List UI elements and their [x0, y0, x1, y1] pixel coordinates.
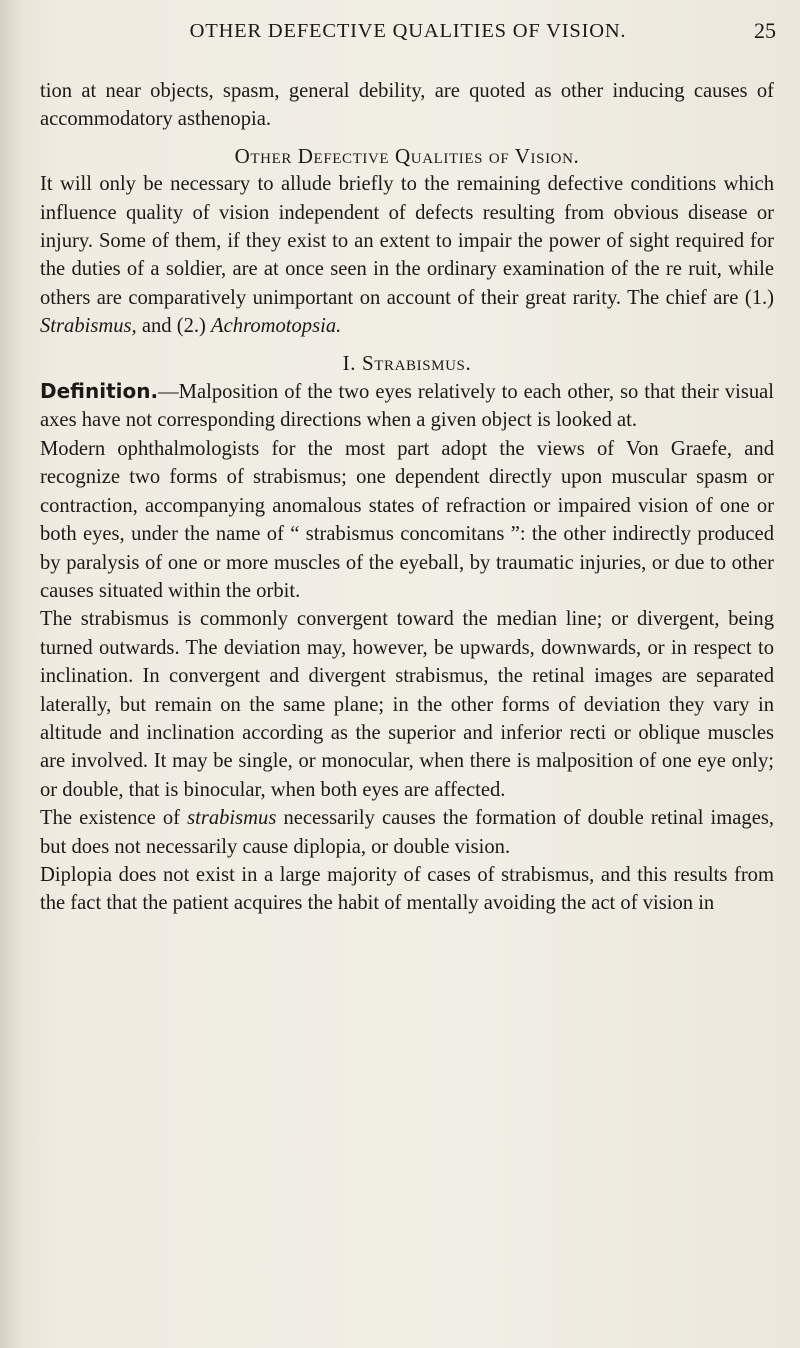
- scan-shadow: [0, 0, 22, 1348]
- subsection-heading: I. Strabismus.: [342, 350, 472, 375]
- term-achromotopsia: Achromotopsia.: [211, 315, 342, 338]
- term-strabismus-ital: strabismus: [187, 807, 277, 830]
- paragraph-diplopia: Diplopia does not exist in a large majority of cases of strabismus, and this results from the fact that the patient acquires the habit of mentally avoiding the act of vision in: [40, 863, 774, 915]
- intro-text: It will only be necessary to allude briefly to the remaining defective conditions which influence quality of vision independent of defects resulting from obvious disease or injury. Some of them, if they exist to an extent to impair the power of sight required for the duties of a soldier, are at once seen in the ordinary examination of the re ruit, while others are comparatively unimportant on account of their great rarity. The chief are (1.): [40, 173, 774, 309]
- definition-term: Definition.: [40, 379, 159, 404]
- paragraph-intro: [40, 170, 774, 340]
- existence-post: necessarily causes the formation of double retinal images, but does not necessarily cause diplopia, or double vision.: [40, 807, 774, 858]
- existence-pre: The existence of: [40, 807, 188, 830]
- term-strabismus: Strabismus,: [40, 315, 137, 338]
- definition-text: —Malposition of the two eyes relatively to each other, so that their visual axes have not corresponding directions when a given object is looked at.: [40, 381, 774, 432]
- paragraph-forms: Modern ophthalmologists for the most part adopt the views of Von Graefe, and recognize two forms of strabismus; one dependent directly upon muscular spasm or contraction, accompanying anomalous states of refraction or impaired vision of one or both eyes, under the name of “ strabismus concomitans ”: the other indirectly produced by paralysis of one or more muscles of the eyeball, by traumatic injuries, or due to other causes situated within the orbit.: [40, 437, 774, 602]
- page-number: 25: [754, 18, 776, 43]
- paragraph-continuation: tion at near objects, spasm, general debility, are quoted as other inducing causes of accommodatory asthenopia.: [40, 80, 774, 131]
- section-heading: Other Defective Qualities of Vision.: [234, 143, 580, 168]
- paragraph-definition: [40, 377, 774, 435]
- paragraph-deviation: The strabismus is commonly convergent toward the median line; or divergent, being turned outwards. The deviation may, however, be upwards, downwards, or in respect to inclination. In convergent and divergent strabismus, the retinal images are separated laterally, but remain on the same plane; in the other forms of deviation they vary in altitude and inclination according as the superior and inferior recti or oblique muscles are involved. It may be single, or monocular, when there is malposition of one eye only; or double, that is binocular, when both eyes are affected.: [40, 608, 774, 801]
- intro-joiner: and (2.): [136, 315, 212, 338]
- running-title: OTHER DEFECTIVE QUALITIES OF VISION.: [189, 20, 627, 42]
- page-body: [40, 77, 774, 918]
- paragraph-existence: [40, 804, 774, 861]
- running-head: [40, 16, 776, 46]
